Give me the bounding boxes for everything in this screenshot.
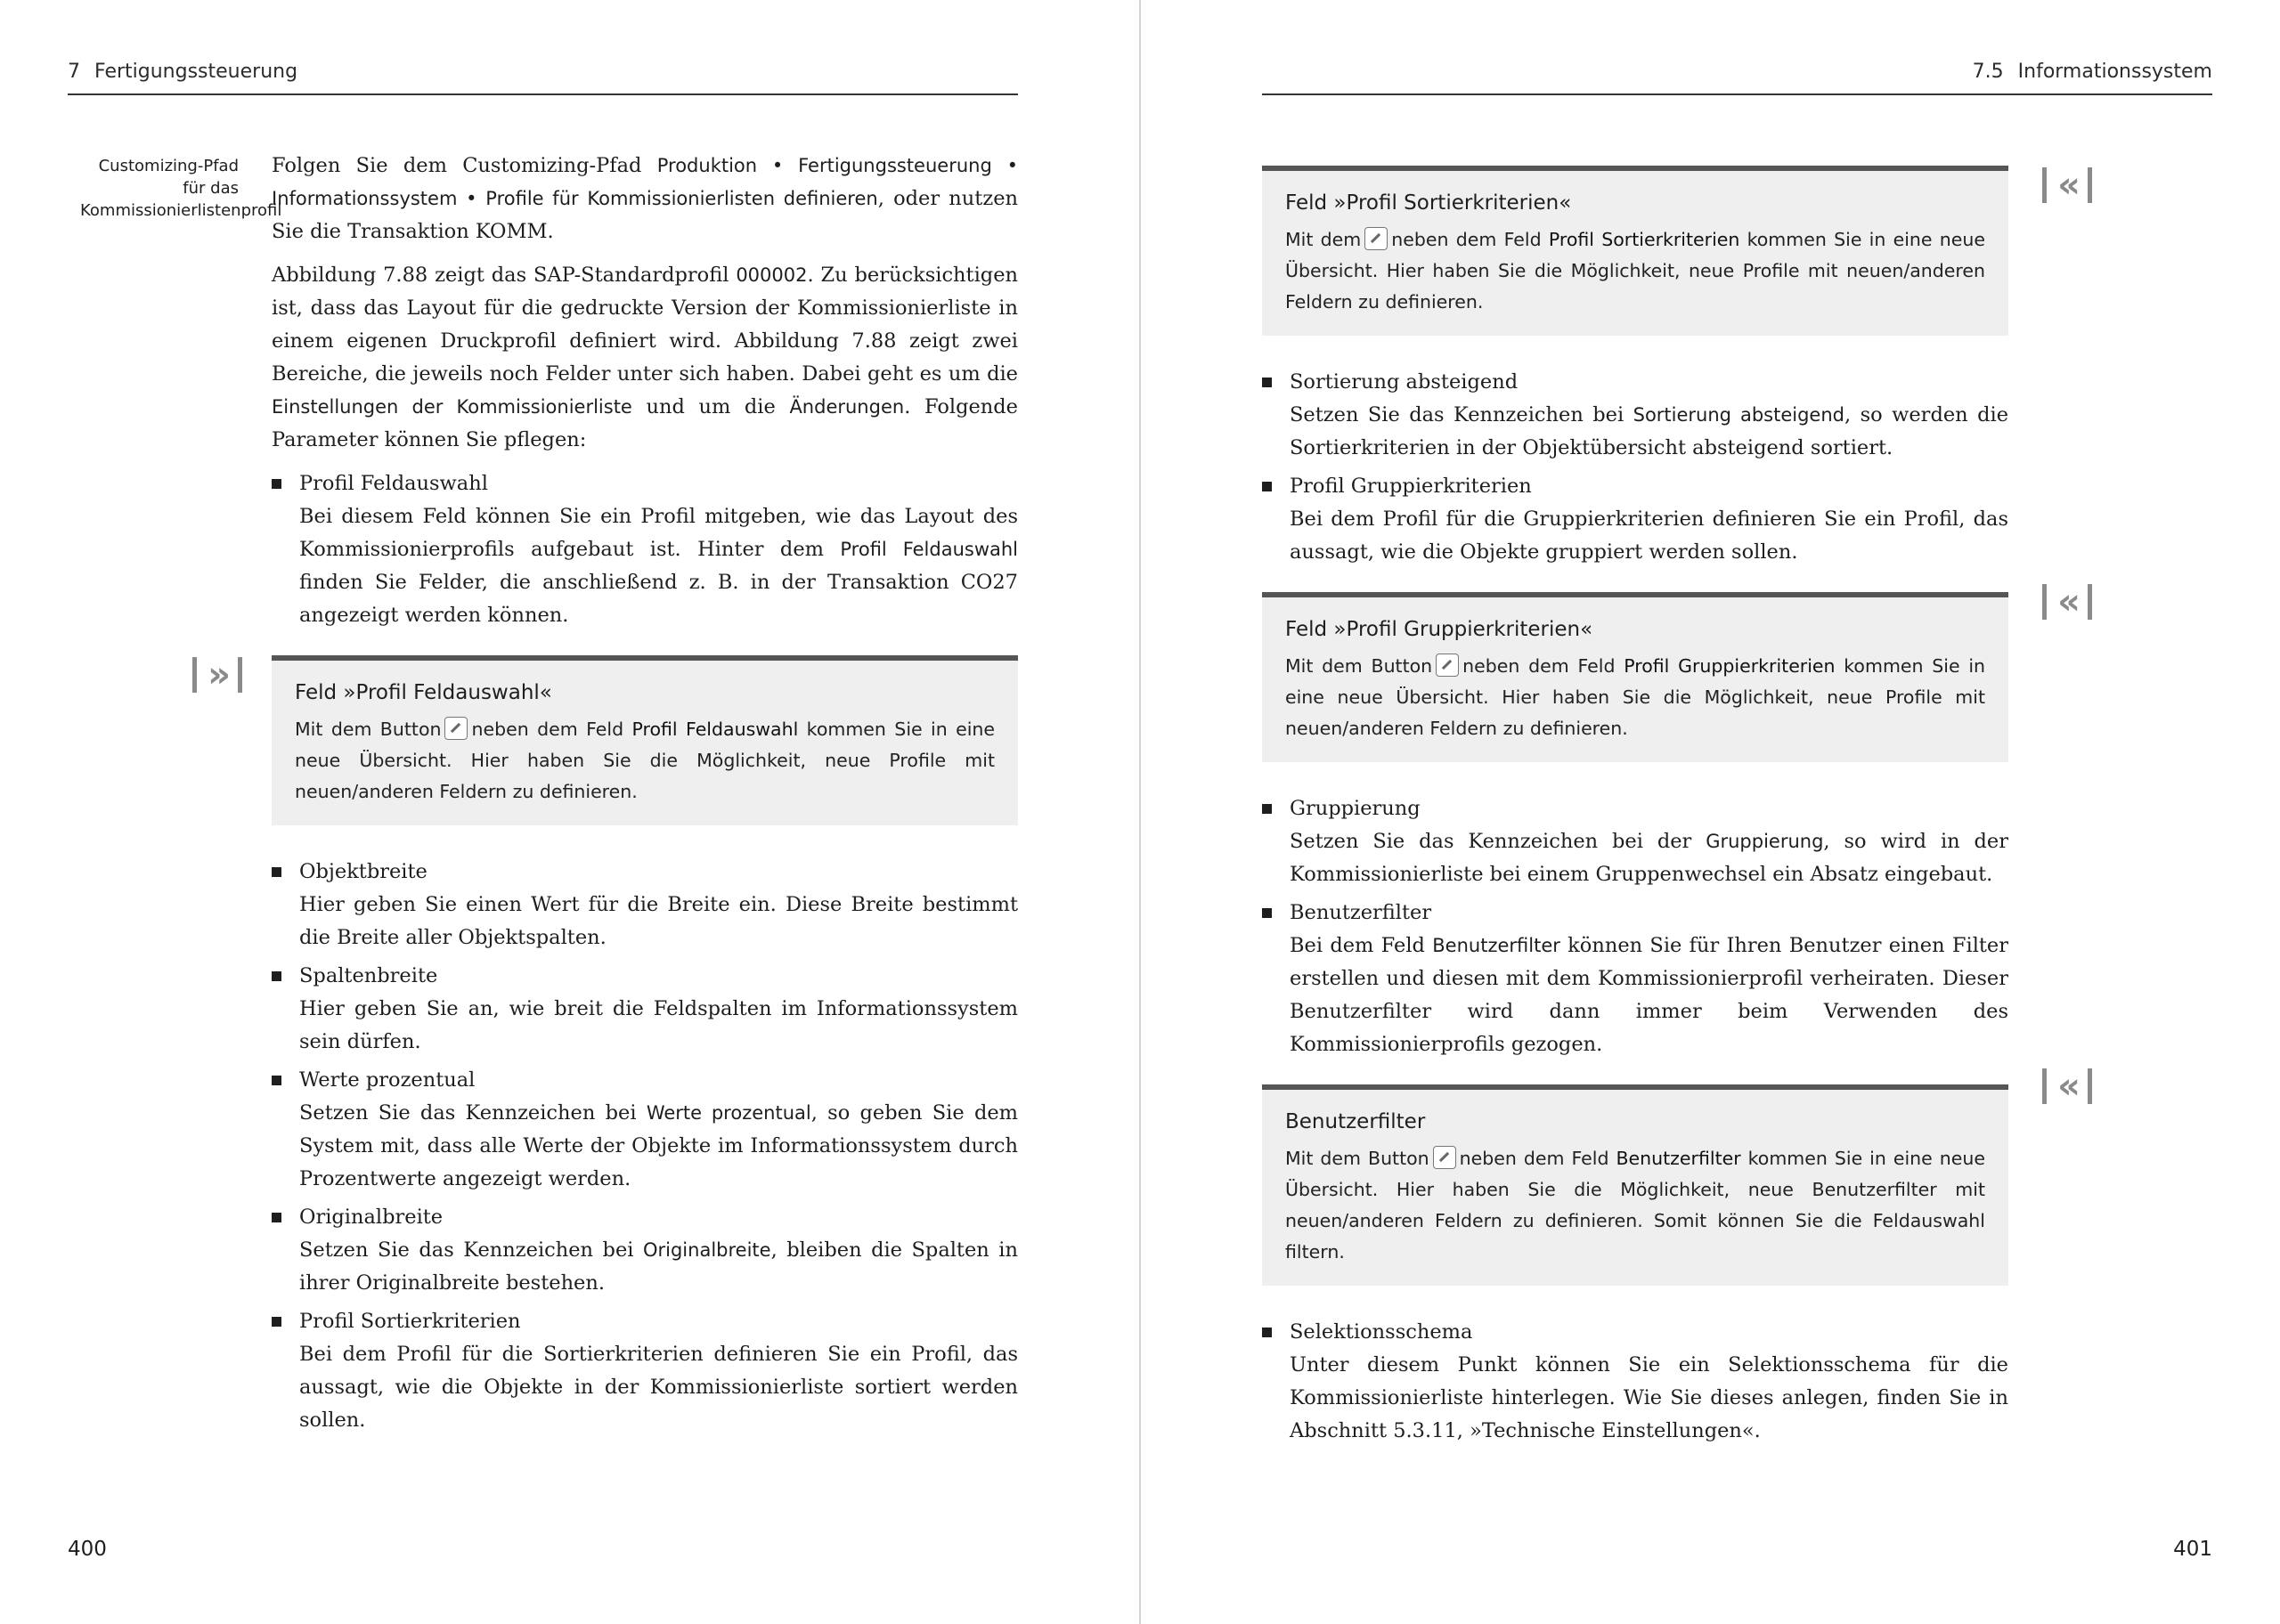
text: Setzen Sie das Kennzeichen bei der	[1290, 830, 1706, 853]
bullet-square	[1262, 378, 1272, 387]
ui-term: Einstellungen der Kommissionierliste	[272, 396, 632, 418]
note-box	[1262, 166, 2008, 336]
text: , oder nutzen Sie die Transaktion KOMM.	[272, 187, 1018, 243]
ui-term: Benutzerfilter	[1432, 935, 1560, 956]
list-item-desc	[299, 889, 1018, 954]
list-item-desc	[299, 1097, 1018, 1196]
header-rule	[1262, 93, 2212, 95]
text: Mit dem	[1285, 229, 1362, 250]
list-item	[1262, 1316, 2008, 1448]
list-item-term: Selektionsschema	[1290, 1320, 1473, 1344]
bullet-square	[272, 1076, 281, 1085]
list-item-desc	[299, 500, 1018, 632]
bullet-square	[272, 867, 281, 877]
list	[1262, 366, 2008, 569]
list-item-desc	[1290, 1349, 2008, 1448]
bullet-square	[1262, 908, 1272, 918]
list-item-desc	[1290, 930, 2008, 1061]
bullet-square	[1262, 1328, 1272, 1337]
note-box-text	[295, 714, 995, 808]
note-box-title: Benutzerfilter	[1285, 1110, 1426, 1133]
text: , so geben Sie dem System mit, dass alle Werte der Objekte im Informationssystem durch Prozentwerte angezeigt werden.	[299, 1101, 1018, 1190]
note-box	[272, 655, 1018, 825]
pencil-icon	[1436, 654, 1459, 677]
list-item-term: Originalbreite	[299, 1206, 444, 1229]
list-item-desc	[1290, 503, 2008, 569]
note-box-text	[1285, 1143, 1985, 1268]
list-item-term: Sortierung absteigend	[1290, 370, 1519, 394]
list-item-term: Benutzerfilter	[1290, 901, 1432, 924]
ui-term: Änderungen	[789, 396, 905, 418]
list-item	[1262, 366, 2008, 465]
list-item	[272, 1064, 1018, 1196]
list-item	[272, 960, 1018, 1059]
text: . Folgende Parameter können Sie pflegen:	[272, 395, 1019, 451]
ui-term: Sortierung absteigend	[1633, 404, 1844, 426]
back-reference-icon: «	[2042, 167, 2092, 203]
right-body	[1262, 166, 2008, 1453]
right-page	[1141, 0, 2280, 1624]
ui-term: Profil Gruppierkriterien	[1624, 655, 1836, 677]
section-number: 7.5	[1972, 61, 2004, 83]
list-item	[272, 467, 1018, 632]
ui-term: Gruppierung	[1706, 831, 1824, 852]
running-header-left	[68, 61, 297, 83]
bullet-square	[1262, 804, 1272, 814]
note-box-title: Feld »Profil Gruppierkriterien«	[1285, 618, 1593, 641]
list-item-desc	[1290, 399, 2008, 465]
text: kommen Sie in eine neue Übersicht. Hier haben Sie die Möglichkeit, neue Benutzerfilter mit neuen/anderen Feldern zu definieren. Somit können Sie die Feldauswahl filtern.	[1285, 1148, 1985, 1263]
text: , so werden die Sortierkriterien in der Objektübersicht absteigend sortiert.	[1290, 403, 2009, 459]
text: , so wird in der Kommissionierliste bei einem Gruppenwechsel ein Absatz eingebaut.	[1290, 830, 2008, 886]
paragraph	[272, 259, 1018, 457]
list	[1262, 792, 2008, 1061]
note-box-text	[1285, 224, 1985, 318]
text: Setzen Sie das Kennzeichen bei	[1290, 403, 1633, 426]
note-box-title: Feld »Profil Feldauswahl«	[295, 681, 552, 704]
text: . Zu berücksichtigen ist, dass das Layout für die gedruckte Version der Kommissionierliste in einem eigenen Druckprofil definiert wird. Abbildung 7.88 zeigt zwei Bereiche, die jeweils noch Felder unter sich haben. Dabei geht es um die	[272, 264, 1018, 386]
text: neben dem Feld	[1459, 1148, 1616, 1169]
list	[272, 856, 1018, 1437]
ui-term: Originalbreite	[642, 1239, 771, 1261]
list-item-term: Werte prozentual	[299, 1068, 476, 1092]
forward-reference-icon: »	[192, 657, 242, 693]
pencil-icon	[444, 717, 468, 740]
text: neben dem Feld	[1391, 229, 1549, 250]
bullet-square	[1262, 482, 1272, 491]
chapter-number: 7	[68, 61, 80, 83]
text: Setzen Sie das Kennzeichen bei	[299, 1238, 643, 1262]
left-page	[0, 0, 1139, 1624]
list-item-term: Profil Gruppierkriterien	[1290, 475, 1532, 498]
margin-note: Customizing-Pfad für das Kommissionierlistenprofil	[80, 157, 282, 220]
ui-term: Benutzerfilter	[1616, 1148, 1741, 1169]
text: und um die	[631, 395, 790, 418]
text: Hier geben Sie an, wie breit die Feldspalten im Informationssystem sein dürfen.	[299, 997, 1018, 1053]
pencil-icon	[1433, 1146, 1456, 1169]
list-item-term: Gruppierung	[1290, 797, 1421, 820]
text: neben dem Feld	[471, 719, 632, 740]
text: Bei dem Profil für die Sortierkriterien definieren Sie ein Profil, das aussagt, wie die Objekte in der Kommissionierliste sortiert werden sollen.	[299, 1343, 1018, 1432]
text: kommen Sie in eine neue Übersicht. Hier haben Sie die Möglichkeit, neue Profile mit neuen/anderen Feldern zu definieren.	[295, 719, 996, 802]
section-title: Informationssystem	[2017, 61, 2212, 83]
list-item-desc	[299, 993, 1018, 1059]
ui-term: Profil Feldauswahl	[631, 719, 799, 740]
text: Bei dem Profil für die Gruppierkriterien definieren Sie ein Profil, das aussagt, wie die Objekte gruppiert werden sollen.	[1290, 508, 2008, 564]
note-box	[1262, 1084, 2008, 1286]
text: Mit dem Button	[295, 719, 442, 740]
list-item	[272, 1201, 1018, 1300]
note-box	[1262, 592, 2008, 762]
text: Mit dem Button	[1285, 655, 1433, 677]
list-item-term: Profil Sortierkriterien	[299, 1310, 521, 1333]
pencil-icon	[1364, 227, 1388, 250]
bullet-square	[272, 1213, 281, 1222]
ui-term: Werte prozentual	[646, 1102, 811, 1124]
back-reference-icon: «	[2042, 584, 2092, 620]
text: Mit dem Button	[1285, 1148, 1429, 1169]
text: Bei diesem Feld können Sie ein Profil mitgeben, wie das Layout des Kommissionierprofils aufgebaut ist. Hinter dem	[299, 505, 1018, 561]
list-item-term: Objektbreite	[299, 860, 428, 883]
list-item	[272, 856, 1018, 954]
bullet-square	[272, 971, 281, 981]
text: Setzen Sie das Kennzeichen bei	[299, 1101, 647, 1125]
list-item	[1262, 897, 2008, 1061]
text: kommen Sie in eine neue Übersicht. Hier haben Sie die Möglichkeit, neue Profile mit neuen/anderen Feldern zu definieren.	[1285, 655, 1986, 739]
back-reference-icon: «	[2042, 1068, 2092, 1104]
list-item-desc	[1290, 825, 2008, 891]
page-number: 401	[2173, 1538, 2212, 1561]
note-box-text	[1285, 651, 1985, 744]
text: Hier geben Sie einen Wert für die Breite ein. Diese Breite bestimmt die Breite aller Objektspalten.	[299, 893, 1018, 949]
customizing-path: Produktion • Fertigungssteuerung • Informationssystem • Profile für Kommissionierlisten definieren	[272, 155, 1019, 209]
text: Bei dem Feld	[1290, 934, 1433, 957]
text: Folgen Sie dem Customizing-Pfad	[272, 154, 657, 177]
list-item-desc	[299, 1338, 1018, 1437]
text: neben dem Feld	[1462, 655, 1624, 677]
list-item	[272, 1305, 1018, 1437]
running-header-right	[1973, 61, 2212, 83]
text: kommen Sie in eine neue Übersicht. Hier haben Sie die Möglichkeit, neue Profile mit neuen/anderen Feldern zu definieren.	[1285, 229, 1985, 313]
bullet-square	[272, 479, 281, 489]
list-item	[1262, 792, 2008, 891]
list	[1262, 1316, 2008, 1448]
list-item-term: Spaltenbreite	[299, 964, 438, 987]
list-item	[1262, 470, 2008, 569]
profile-code: 000002	[736, 264, 808, 286]
paragraph	[272, 150, 1018, 248]
text: , bleiben die Spalten in ihrer Originalbreite bestehen.	[299, 1238, 1018, 1295]
ui-term: Profil Feldauswahl	[840, 539, 1019, 560]
bullet-square	[272, 1317, 281, 1327]
chapter-title: Fertigungssteuerung	[94, 61, 298, 83]
list-item-desc	[299, 1234, 1018, 1300]
header-rule	[68, 93, 1018, 95]
text: finden Sie Felder, die anschließend z. B. in der Transaktion CO27 angezeigt werden können.	[299, 571, 1018, 627]
text: können Sie für Ihren Benutzer einen Filter erstellen und diesen mit dem Kommissionierprofil verheiraten. Dieser Benutzerfilter wird dann immer beim Verwenden des Kommissionierprofils gezogen.	[1290, 934, 2009, 1056]
text: Abbildung 7.88 zeigt das SAP-Standardprofil	[272, 264, 737, 287]
page-number: 400	[68, 1538, 107, 1561]
note-box-title: Feld »Profil Sortierkriterien«	[1285, 191, 1572, 215]
left-body	[272, 150, 1018, 1442]
list-item-term: Profil Feldauswahl	[299, 472, 488, 495]
ui-term: Profil Sortierkriterien	[1548, 229, 1740, 250]
text: Unter diesem Punkt können Sie ein Selektionsschema für die Kommissionierliste hinterlegen. Wie Sie dieses anlegen, finden Sie in Abschnitt 5.3.11, »Technische Einstellungen«.	[1290, 1353, 2008, 1442]
